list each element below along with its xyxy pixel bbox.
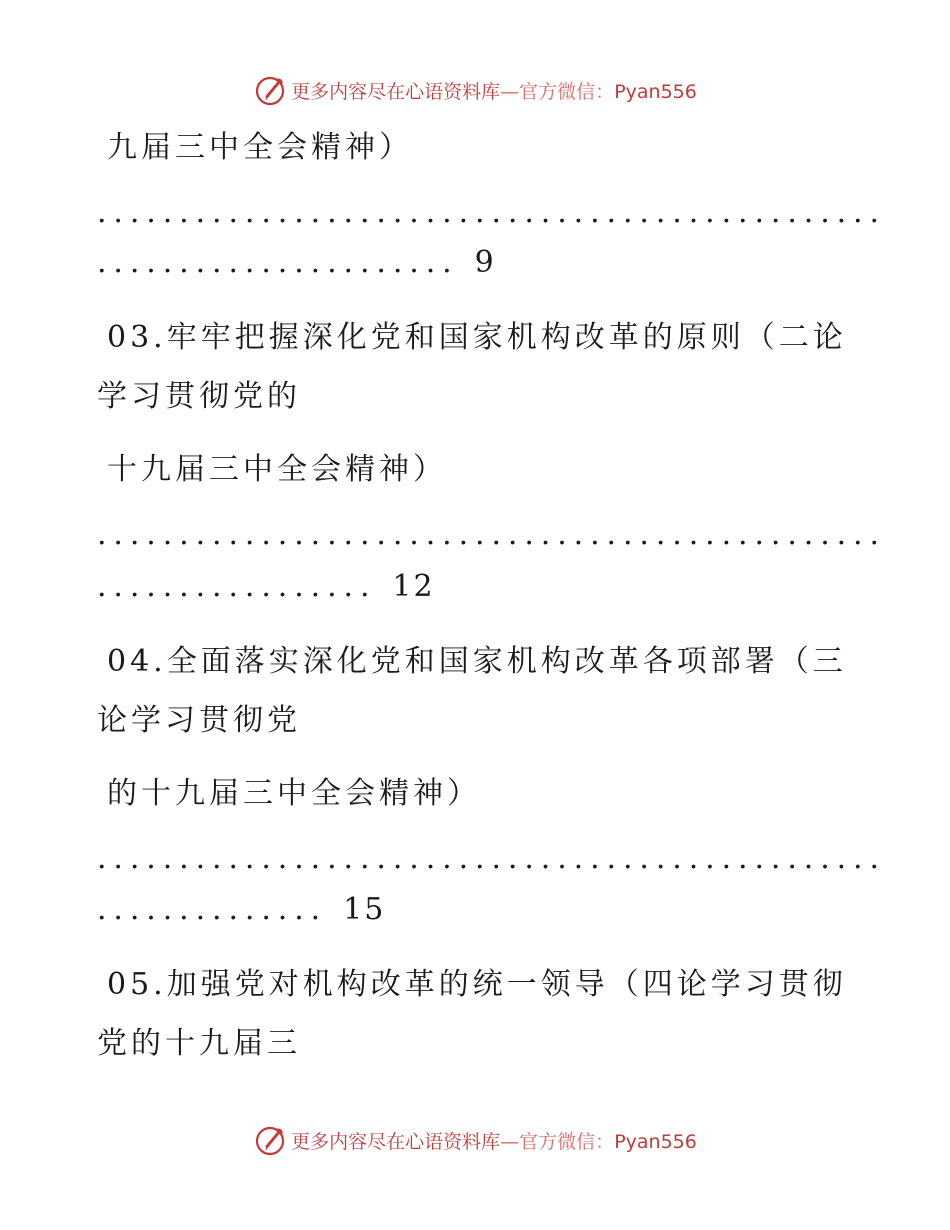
banner-wechat-id: Pyan556 [614,1130,697,1153]
toc-leader-dots: ................................................ [97,844,886,874]
toc-entry-04-line3: 的十九届三中全会精神） [107,776,481,811]
header-banner [0,70,950,110]
footer-banner-content [253,1123,697,1157]
toc-entry-03-line2: 学习贯彻党的 [97,379,301,414]
banner-sub-text: 官方微信： [519,80,615,103]
toc-page-number: 9 [474,248,496,278]
toc-page-number: 12 [392,572,435,602]
banner-wechat-id: Pyan556 [614,80,697,103]
feather-pen-logo-icon [253,1123,287,1157]
toc-page-number: 15 [343,895,386,925]
footer-banner [0,1120,950,1160]
toc-leader-dots-with-page: ...................... 9 [97,248,496,278]
banner-main-text: 更多内容尽在心语资料库 [291,1130,501,1153]
toc-entry-04-line2: 论学习贯彻党 [97,703,301,738]
toc-entry-02-tail: 九届三中全会精神） [107,130,413,165]
banner-text [291,77,697,104]
toc-leader-dots: ................................................ [97,198,886,228]
header-banner-content [253,73,697,107]
toc-entry-03-line1: 03.牢牢把握深化党和国家机构改革的原则（二论 [107,320,847,355]
banner-dash: — [500,80,520,103]
banner-text [291,1127,697,1154]
toc-leader-dots-with-page: .............. 15 [97,895,386,925]
toc-leader-dots-with-page: ................. 12 [97,572,435,602]
toc-entry-04-line1: 04.全面落实深化党和国家机构改革各项部署（三 [107,644,847,679]
toc-entry-03-line3: 十九届三中全会精神） [107,452,447,487]
banner-dash: — [500,1130,520,1153]
banner-sub-text: 官方微信： [519,1130,615,1153]
toc-entry-05-line2: 党的十九届三 [97,1026,301,1061]
banner-main-text: 更多内容尽在心语资料库 [291,80,501,103]
toc-leader-dots: ................................................ [97,520,886,550]
toc-entry-05-line1: 05.加强党对机构改革的统一领导（四论学习贯彻 [107,967,847,1002]
feather-pen-logo-icon [253,73,287,107]
